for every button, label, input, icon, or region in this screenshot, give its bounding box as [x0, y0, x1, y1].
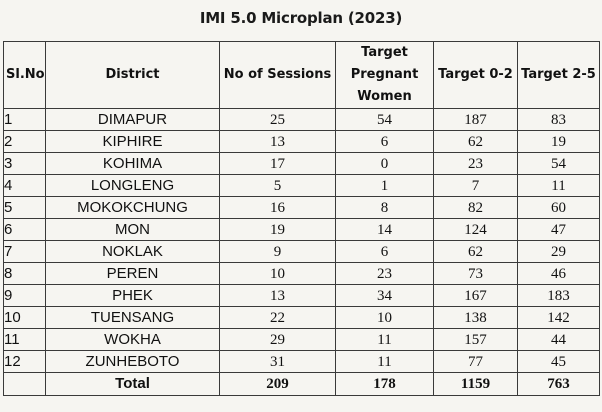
cell-target-pregnant: 11: [336, 351, 434, 373]
cell-district: ZUNHEBOTO: [46, 351, 220, 373]
cell-target-0-2: 73: [434, 263, 518, 285]
cell-slno: 10: [4, 307, 46, 329]
cell-district: WOKHA: [46, 329, 220, 351]
cell-sessions: 5: [220, 175, 336, 197]
table-row: [4, 285, 600, 307]
cell-district: TUENSANG: [46, 307, 220, 329]
table-row: [4, 329, 600, 351]
cell-slno: 9: [4, 285, 46, 307]
cell-district: NOKLAK: [46, 241, 220, 263]
cell-sessions: 31: [220, 351, 336, 373]
cell-target-0-2: 7: [434, 175, 518, 197]
cell-district: DIMAPUR: [46, 109, 220, 131]
cell-target-pregnant: 0: [336, 153, 434, 175]
cell-target-2-5: 47: [518, 219, 600, 241]
header-district: District: [46, 42, 220, 109]
cell-target-0-2: 62: [434, 241, 518, 263]
header-target-0-2: Target 0-2: [434, 42, 518, 109]
cell-sessions: 13: [220, 285, 336, 307]
cell-slno: 5: [4, 197, 46, 219]
cell-target-pregnant: 6: [336, 241, 434, 263]
cell-target-0-2: 62: [434, 131, 518, 153]
cell-total-label: Total: [46, 373, 220, 396]
table-row: [4, 351, 600, 373]
cell-district: LONGLENG: [46, 175, 220, 197]
cell-sessions: 16: [220, 197, 336, 219]
cell-target-2-5: 19: [518, 131, 600, 153]
cell-total-pregnant: 178: [336, 373, 434, 396]
header-pregnant-line-1: Target: [361, 45, 408, 60]
cell-slno: 12: [4, 351, 46, 373]
table-row: [4, 307, 600, 329]
cell-slno: 7: [4, 241, 46, 263]
table-row: [4, 241, 600, 263]
cell-target-0-2: 82: [434, 197, 518, 219]
cell-target-2-5: 60: [518, 197, 600, 219]
total-row: [4, 373, 600, 396]
cell-target-pregnant: 8: [336, 197, 434, 219]
document-title: IMI 5.0 Microplan (2023): [199, 9, 403, 27]
cell-target-2-5: 142: [518, 307, 600, 329]
table-body: [4, 109, 600, 396]
cell-slno: 1: [4, 109, 46, 131]
cell-sessions: 10: [220, 263, 336, 285]
table-row: [4, 131, 600, 153]
cell-target-pregnant: 23: [336, 263, 434, 285]
cell-sessions: 25: [220, 109, 336, 131]
cell-target-pregnant: 6: [336, 131, 434, 153]
cell-target-2-5: 183: [518, 285, 600, 307]
header-target-pregnant-women: [336, 42, 434, 109]
header-target-2-5: Target 2-5: [518, 42, 600, 109]
table-row: [4, 219, 600, 241]
cell-target-pregnant: 34: [336, 285, 434, 307]
cell-district: PHEK: [46, 285, 220, 307]
cell-target-0-2: 138: [434, 307, 518, 329]
table-row: [4, 153, 600, 175]
cell-sessions: 9: [220, 241, 336, 263]
cell-target-0-2: 167: [434, 285, 518, 307]
cell-target-pregnant: 1: [336, 175, 434, 197]
cell-target-2-5: 11: [518, 175, 600, 197]
cell-target-2-5: 45: [518, 351, 600, 373]
cell-target-2-5: 46: [518, 263, 600, 285]
cell-target-0-2: 124: [434, 219, 518, 241]
cell-target-pregnant: 14: [336, 219, 434, 241]
cell-target-0-2: 157: [434, 329, 518, 351]
cell-total-sessions: 209: [220, 373, 336, 396]
header-pregnant-line-3: Women: [357, 89, 412, 104]
cell-slno: 2: [4, 131, 46, 153]
cell-sessions: 13: [220, 131, 336, 153]
cell-slno: 6: [4, 219, 46, 241]
header-pregnant-line-2: Pregnant: [350, 67, 419, 82]
cell-slno: 3: [4, 153, 46, 175]
cell-total-2-5: 763: [518, 373, 600, 396]
header-sessions: No of Sessions: [220, 42, 336, 109]
cell-target-2-5: 54: [518, 153, 600, 175]
cell-target-2-5: 83: [518, 109, 600, 131]
cell-district: MON: [46, 219, 220, 241]
cell-target-2-5: 29: [518, 241, 600, 263]
cell-target-2-5: 44: [518, 329, 600, 351]
table-row: [4, 197, 600, 219]
cell-target-pregnant: 10: [336, 307, 434, 329]
cell-district: KOHIMA: [46, 153, 220, 175]
cell-district: MOKOKCHUNG: [46, 197, 220, 219]
cell-sessions: 22: [220, 307, 336, 329]
cell-target-pregnant: 11: [336, 329, 434, 351]
cell-sessions: 19: [220, 219, 336, 241]
cell-slno: 4: [4, 175, 46, 197]
cell-sessions: 17: [220, 153, 336, 175]
cell-target-pregnant: 54: [336, 109, 434, 131]
cell-district: PEREN: [46, 263, 220, 285]
cell-target-0-2: 187: [434, 109, 518, 131]
header-slno: Sl.No: [4, 42, 46, 109]
table-row: [4, 175, 600, 197]
table-row: [4, 263, 600, 285]
cell-slno: 8: [4, 263, 46, 285]
cell-total-0-2: 1159: [434, 373, 518, 396]
header-row: [4, 42, 600, 109]
microplan-table: [3, 41, 600, 396]
cell-target-0-2: 77: [434, 351, 518, 373]
cell-district: KIPHIRE: [46, 131, 220, 153]
cell-slno: 11: [4, 329, 46, 351]
table-row: [4, 109, 600, 131]
cell-target-0-2: 23: [434, 153, 518, 175]
cell-sessions: 29: [220, 329, 336, 351]
cell-total-slno: [4, 373, 46, 396]
